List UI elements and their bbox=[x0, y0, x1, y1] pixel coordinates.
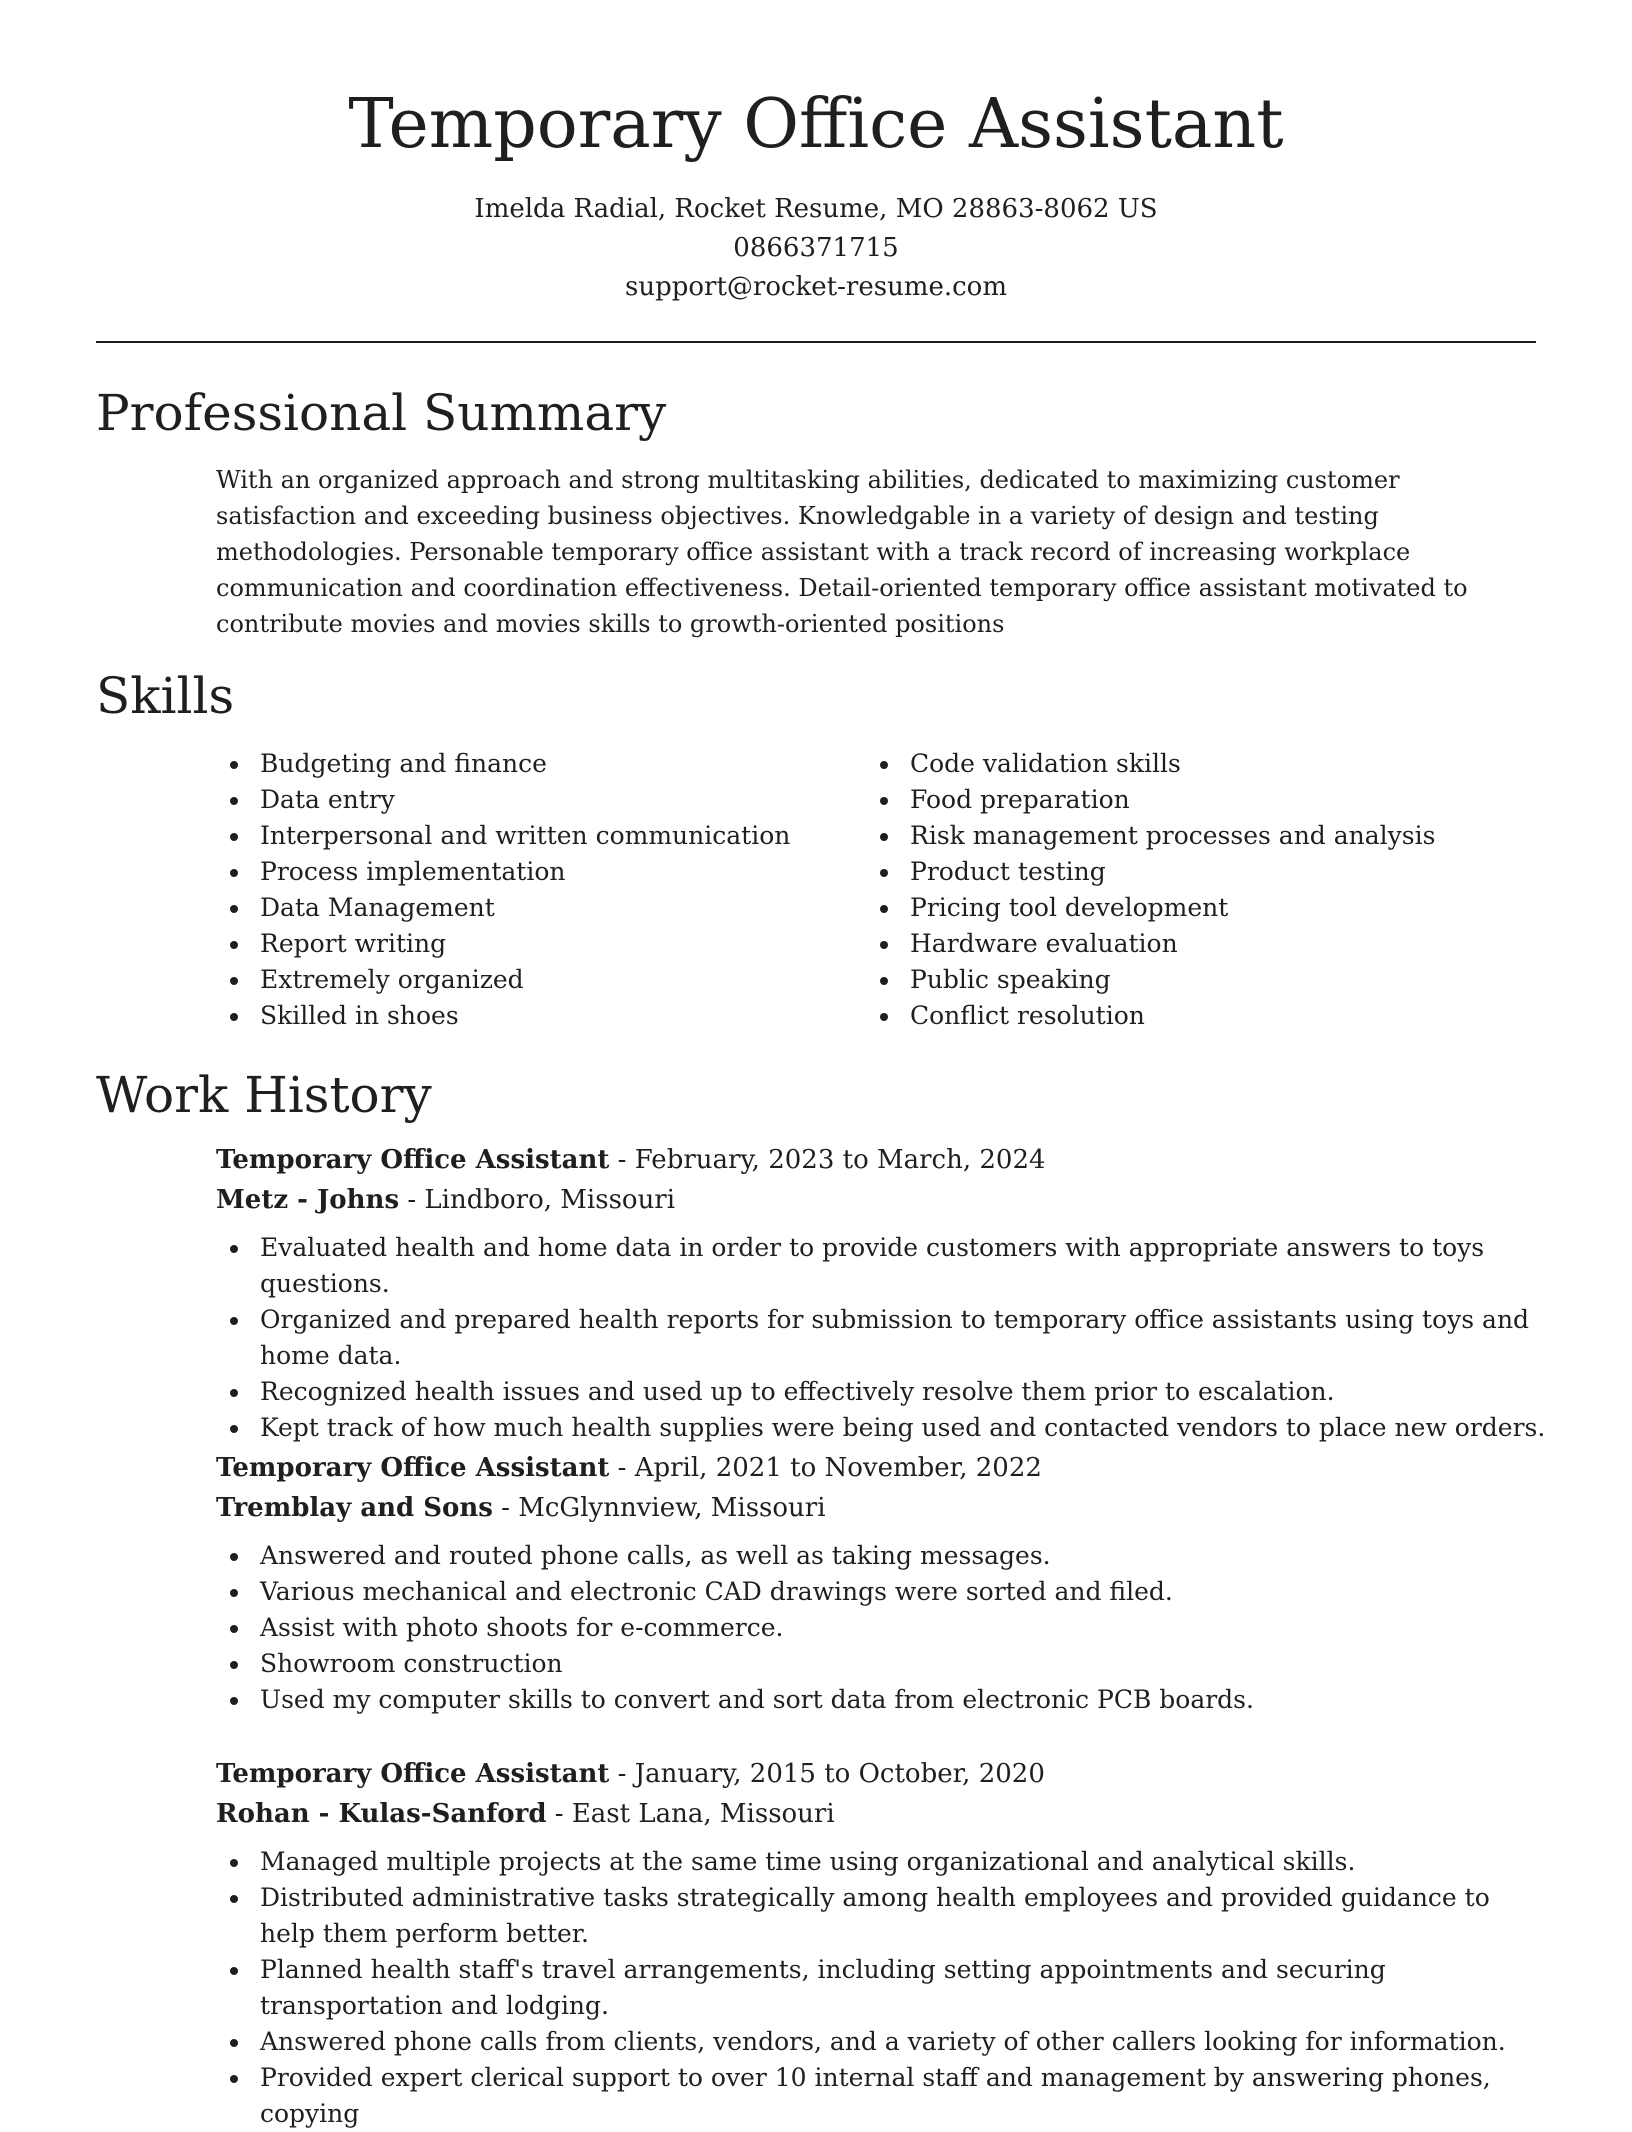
skills-column-right bbox=[866, 746, 1516, 1034]
job-company-line bbox=[216, 1488, 1546, 1528]
skill-item: Conflict resolution bbox=[866, 998, 1516, 1034]
job-company-line bbox=[216, 1180, 1546, 1220]
skill-item: Extremely organized bbox=[216, 962, 866, 998]
skill-item: Hardware evaluation bbox=[866, 926, 1516, 962]
resume-title: Temporary Office Assistant bbox=[348, 85, 1284, 164]
job-title-line bbox=[216, 1448, 1546, 1488]
job-dates: - February, 2023 to March, 2024 bbox=[609, 1145, 1046, 1175]
job-bullet: Managed multiple projects at the same time using organizational and analytical skills. bbox=[216, 1844, 1546, 1880]
header-divider bbox=[96, 341, 1536, 343]
job-bullet: Assist with photo shoots for e-commerce. bbox=[216, 1610, 1546, 1646]
job-title-line bbox=[216, 1754, 1546, 1794]
skill-item: Food preparation bbox=[866, 782, 1516, 818]
job-bullets bbox=[216, 1538, 1546, 1718]
skill-item: Public speaking bbox=[866, 962, 1516, 998]
job-bullet: Answered phone calls from clients, vendors, and a variety of other callers looking for information. bbox=[216, 2024, 1546, 2060]
skill-item: Code validation skills bbox=[866, 746, 1516, 782]
job-dates: - January, 2015 to October, 2020 bbox=[609, 1759, 1045, 1789]
job-bullet: Planned health staff's travel arrangements, including setting appointments and securing transportation and lodging. bbox=[216, 1952, 1546, 2024]
contact-email: support@rocket-resume.com bbox=[624, 272, 1007, 302]
job-title: Temporary Office Assistant bbox=[216, 1453, 610, 1483]
skills-list bbox=[216, 746, 1536, 1034]
skill-item: Pricing tool development bbox=[866, 890, 1516, 926]
job-bullets bbox=[216, 1230, 1546, 1446]
job-dates: - April, 2021 to November, 2022 bbox=[609, 1453, 1042, 1483]
job-company-line bbox=[216, 1794, 1546, 1834]
skill-item: Skilled in shoes bbox=[216, 998, 866, 1034]
skill-item: Product testing bbox=[866, 854, 1516, 890]
contact-address: Imelda Radial, Rocket Resume, MO 28863-8062 US bbox=[474, 194, 1158, 224]
job-entry bbox=[216, 1754, 1546, 2132]
job-title-line bbox=[216, 1140, 1546, 1180]
skill-item: Data entry bbox=[216, 782, 866, 818]
skill-item: Report writing bbox=[216, 926, 866, 962]
job-entry bbox=[216, 1140, 1546, 1446]
job-company: Metz - Johns bbox=[216, 1185, 400, 1215]
job-location: - East Lana, Missouri bbox=[546, 1799, 835, 1829]
job-bullet: Organized and prepared health reports for submission to temporary office assistants using toys and home data. bbox=[216, 1302, 1546, 1374]
summary-text: With an organized approach and strong multitasking abilities, dedicated to maximizing customer satisfaction and exceeding business objectives. Knowledgable in a variety of design and testing methodologies. Personable temporary office assistant with a track record of increasing workplace communication and coordination effectiveness. Detail-oriented temporary office assistant motivated to contribute movies and movies skills to growth-oriented positions bbox=[216, 466, 1468, 638]
job-title: Temporary Office Assistant bbox=[216, 1759, 610, 1789]
job-title: Temporary Office Assistant bbox=[216, 1145, 610, 1175]
job-bullet: Kept track of how much health supplies were being used and contacted vendors to place new orders. bbox=[216, 1410, 1546, 1446]
skill-item: Process implementation bbox=[216, 854, 866, 890]
skill-item: Interpersonal and written communication bbox=[216, 818, 866, 854]
job-bullets bbox=[216, 1844, 1546, 2132]
job-company: Tremblay and Sons bbox=[216, 1493, 493, 1523]
contact-info bbox=[96, 190, 1536, 307]
job-bullet: Distributed administrative tasks strategically among health employees and provided guidance to help them perform better. bbox=[216, 1880, 1546, 1952]
job-location: - Lindboro, Missouri bbox=[399, 1185, 676, 1215]
job-company: Rohan - Kulas-Sanford bbox=[216, 1799, 547, 1829]
job-location: - McGlynnview, Missouri bbox=[492, 1493, 826, 1523]
contact-phone: 0866371715 bbox=[733, 233, 899, 263]
job-bullet: Used my computer skills to convert and sort data from electronic PCB boards. bbox=[216, 1682, 1546, 1718]
job-bullet: Showroom construction bbox=[216, 1646, 1546, 1682]
summary-heading: Professional Summary bbox=[96, 384, 667, 442]
job-bullet: Recognized health issues and used up to effectively resolve them prior to escalation. bbox=[216, 1374, 1546, 1410]
skills-column-left bbox=[216, 746, 866, 1034]
job-entry bbox=[216, 1448, 1546, 1718]
job-bullet: Provided expert clerical support to over 10 internal staff and management by answering phones, copying bbox=[216, 2060, 1546, 2132]
skill-item: Budgeting and finance bbox=[216, 746, 866, 782]
skills-heading: Skills bbox=[96, 667, 235, 725]
job-bullet: Answered and routed phone calls, as well as taking messages. bbox=[216, 1538, 1546, 1574]
job-bullet: Various mechanical and electronic CAD drawings were sorted and filed. bbox=[216, 1574, 1546, 1610]
skill-item: Data Management bbox=[216, 890, 866, 926]
skill-item: Risk management processes and analysis bbox=[866, 818, 1516, 854]
work-history-heading: Work History bbox=[96, 1066, 432, 1124]
job-bullet: Evaluated health and home data in order to provide customers with appropriate answers to toys questions. bbox=[216, 1230, 1546, 1302]
